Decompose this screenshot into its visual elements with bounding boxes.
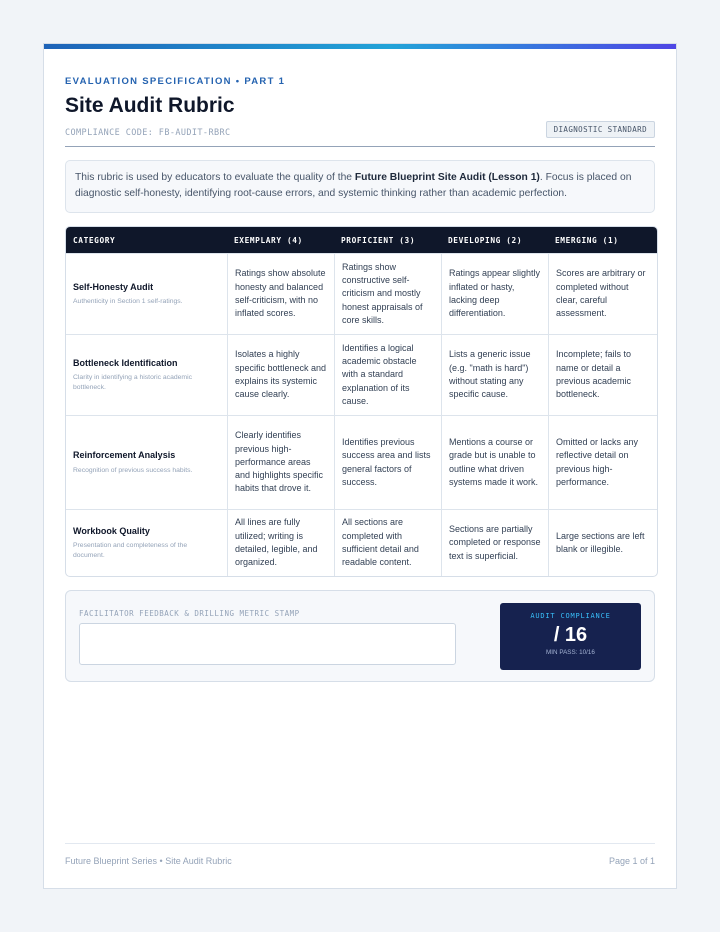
- feedback-stamp-panel: [65, 590, 655, 682]
- header-exemplary: EXEMPLARY (4): [227, 227, 334, 253]
- audit-score-box: [500, 603, 641, 670]
- category-name: Reinforcement Analysis: [73, 450, 176, 461]
- proficient-cell: Identifies a logical academic obstacle with a standard explanation of its cause.: [334, 334, 441, 415]
- emerging-cell: Scores are arbitrary or completed without clear, careful assessment.: [548, 253, 657, 334]
- page-title: Site Audit Rubric: [65, 94, 235, 117]
- exemplary-cell: Ratings show absolute honesty and balanced self-criticism, with no inflated scores.: [227, 253, 334, 334]
- rubric-table: [65, 226, 658, 577]
- emerging-cell: Large sections are left blank or illegible.: [548, 509, 657, 576]
- feedback-label: FACILITATOR FEEDBACK & DRILLING METRIC STAMP: [79, 609, 300, 618]
- category-description: Authenticity in Section 1 self-ratings.: [73, 298, 183, 306]
- table-row: [66, 334, 657, 415]
- category-description: Clarity in identifying a historic academic bottleneck.: [73, 374, 192, 392]
- table-header-row: [66, 227, 657, 253]
- proficient-cell: Ratings show constructive self-criticism and mostly honest appraisals of core skills.: [334, 253, 441, 334]
- feedback-field[interactable]: [79, 623, 456, 665]
- developing-cell: Ratings appear slightly inflated or hasty, lacking deep differentiation.: [441, 253, 548, 334]
- intro-paragraph: [65, 160, 655, 213]
- category-cell: [66, 334, 227, 415]
- footer-series: Future Blueprint Series • Site Audit Rubric: [65, 856, 232, 866]
- intro-text-end: . Focus is placed on diagnostic self-honesty, identifying root-cause errors, and systemic thinking rather than academic perfection.: [75, 172, 632, 199]
- score-label: AUDIT COMPLIANCE: [530, 612, 611, 620]
- document-page: [43, 43, 677, 889]
- developing-cell: Mentions a course or grade but is unable to outline what driven systems made it work.: [441, 415, 548, 509]
- page-footer: [65, 843, 655, 866]
- diagnostic-badge: DIAGNOSTIC STANDARD: [546, 121, 655, 138]
- min-pass-label: MIN PASS: 10/16: [546, 649, 595, 656]
- emerging-cell: Omitted or lacks any reflective detail on previous high-performance.: [548, 415, 657, 509]
- table-row: [66, 415, 657, 509]
- code-row: [65, 121, 655, 147]
- exemplary-cell: All lines are fully utilized; writing is detailed, legible, and organized.: [227, 509, 334, 576]
- category-name: Bottleneck Identification: [73, 357, 178, 368]
- category-name: Self-Honesty Audit: [73, 281, 154, 292]
- developing-cell: Sections are partially completed or response text is superficial.: [441, 509, 548, 576]
- category-cell: [66, 415, 227, 509]
- table-row: [66, 253, 657, 334]
- header-developing: DEVELOPING (2): [441, 227, 548, 253]
- accent-bar: [44, 44, 676, 49]
- category-cell: [66, 509, 227, 576]
- exemplary-cell: Isolates a highly specific bottleneck and explains its systemic cause clearly.: [227, 334, 334, 415]
- category-name: Workbook Quality: [73, 525, 150, 536]
- developing-cell: Lists a generic issue (e.g. "math is hard") without stating any specific cause.: [441, 334, 548, 415]
- emerging-cell: Incomplete; fails to name or detail a previous academic bottleneck.: [548, 334, 657, 415]
- header-proficient: PROFICIENT (3): [334, 227, 441, 253]
- intro-text-start: This rubric is used by educators to evaluate the quality of the: [75, 172, 355, 183]
- eyebrow-label: EVALUATION SPECIFICATION • PART 1: [65, 76, 286, 87]
- category-description: Presentation and completeness of the document.: [73, 542, 188, 560]
- category-description: Recognition of previous success habits.: [73, 466, 193, 474]
- proficient-cell: All sections are completed with sufficient detail and readable content.: [334, 509, 441, 576]
- intro-text-bold: Future Blueprint Site Audit (Lesson 1): [354, 172, 540, 183]
- category-cell: [66, 253, 227, 334]
- score-value: / 16: [553, 624, 588, 646]
- page-number: Page 1 of 1: [608, 856, 655, 866]
- exemplary-cell: Clearly identifies previous high-performance areas and highlights specific habits that drove it.: [227, 415, 334, 509]
- table-row: [66, 509, 657, 576]
- compliance-code: COMPLIANCE CODE: FB-AUDIT-RBRC: [65, 128, 231, 138]
- proficient-cell: Identifies previous success area and lists general factors of success.: [334, 415, 441, 509]
- header-category: CATEGORY: [66, 227, 227, 253]
- header-emerging: EMERGING (1): [548, 227, 657, 253]
